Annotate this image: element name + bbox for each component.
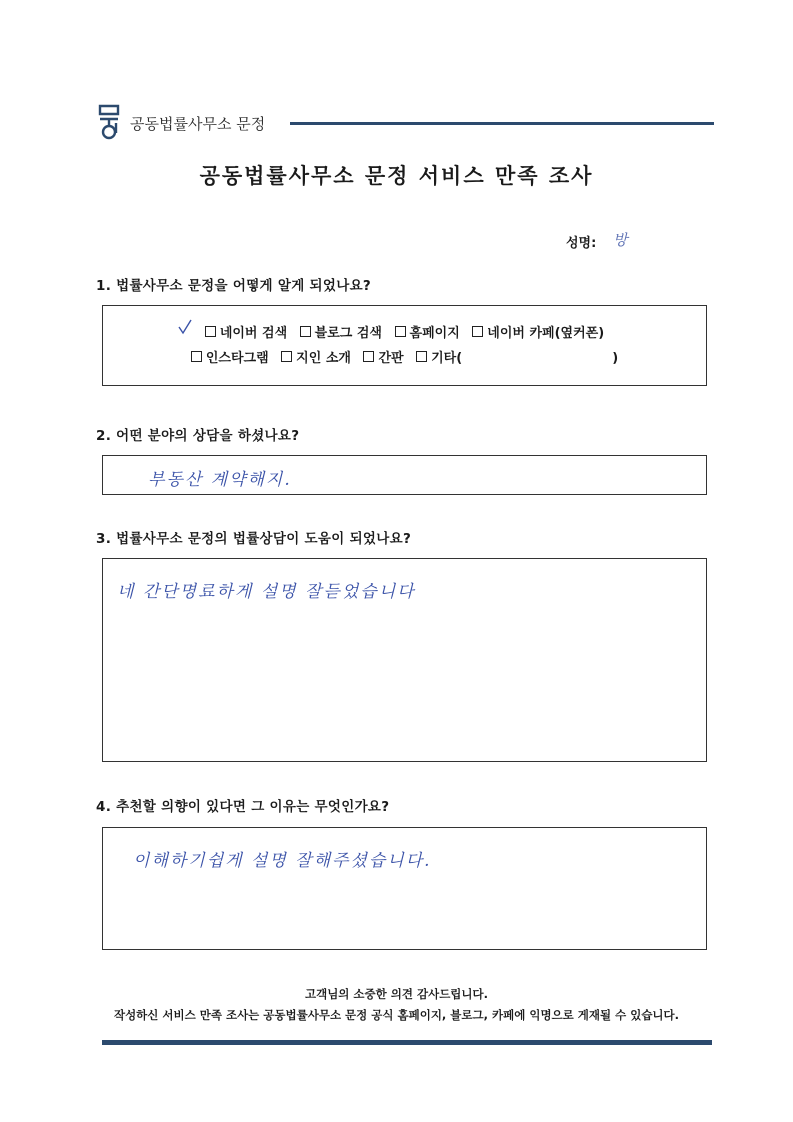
checkbox-icon <box>205 326 216 337</box>
thanks-message: 고객님의 소중한 의견 감사드립니다. <box>304 987 488 1001</box>
option-instagram[interactable]: 인스타그램 <box>191 347 269 371</box>
question-2-answer: 부동산 계약해지. <box>148 470 292 490</box>
question-1-options-row-2 <box>102 347 707 371</box>
respondent-name-value[interactable]: 방 <box>613 231 628 249</box>
option-signboard[interactable]: 간판 <box>363 347 403 371</box>
checkmark-icon <box>176 318 194 336</box>
question-1: 1. 법률사무소 문정을 어떻게 알게 되었나요? <box>96 278 372 294</box>
header-rule <box>290 122 714 125</box>
survey-title: 공동법률사무소 문정 서비스 만족 조사 <box>199 164 594 188</box>
law-firm-logo-icon <box>96 103 122 141</box>
checkbox-icon <box>300 326 311 337</box>
footer-rule <box>102 1040 712 1045</box>
option-blog-search[interactable]: 블로그 검색 <box>300 322 382 346</box>
question-3-answer-box[interactable] <box>102 558 707 762</box>
option-referral[interactable]: 지인 소개 <box>281 347 351 371</box>
checkbox-icon <box>416 351 427 362</box>
checkbox-icon <box>363 351 374 362</box>
question-3-answer: 네 간단명료하게 설명 잘듣었습니다 <box>117 582 416 602</box>
publication-notice: 작성하신 서비스 만족 조사는 공동법률사무소 문정 공식 홈페이지, 블로그, 카페에 익명으로 게재될 수 있습니다. <box>113 1008 680 1022</box>
option-other[interactable]: 기타( ) <box>416 347 618 371</box>
option-homepage[interactable]: 홈페이지 <box>395 322 460 346</box>
question-4-answer: 이해하기쉽게 설명 잘해주셨습니다. <box>133 851 432 871</box>
option-naver-search[interactable]: 네이버 검색 <box>205 322 287 346</box>
question-3: 3. 법률사무소 문정의 법률상담이 도움이 되었나요? <box>96 531 412 547</box>
question-4: 4. 추천할 의향이 있다면 그 이유는 무엇인가요? <box>96 799 390 815</box>
question-2: 2. 어떤 분야의 상담을 하셨나요? <box>96 428 300 444</box>
question-4-answer-box[interactable] <box>102 827 707 950</box>
checkbox-icon <box>191 351 202 362</box>
checkbox-icon <box>395 326 406 337</box>
checkbox-icon <box>472 326 483 337</box>
firm-name: 공동법률사무소 문정 <box>130 115 266 133</box>
question-2-answer-box[interactable] <box>102 455 707 495</box>
option-naver-cafe[interactable]: 네이버 카페(옆커폰) <box>472 322 604 346</box>
respondent-name-label: 성명: <box>566 236 597 251</box>
checkbox-icon <box>281 351 292 362</box>
